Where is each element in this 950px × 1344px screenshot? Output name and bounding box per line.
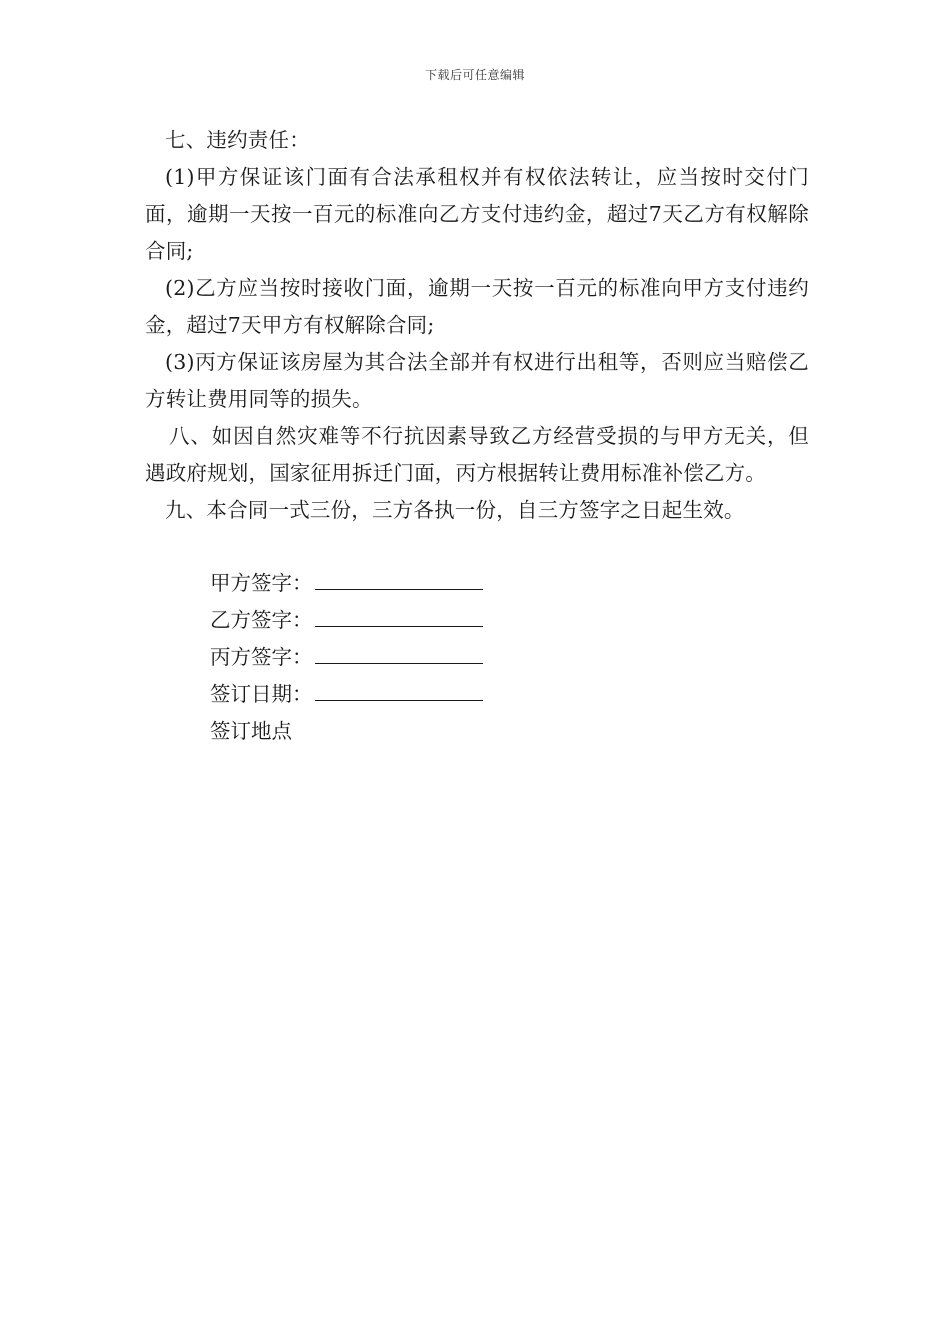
signature-party-a-label: 甲方签字： bbox=[210, 571, 313, 595]
section-9: 九、本合同一式三份，三方各执一份，自三方签字之日起生效。 bbox=[165, 498, 745, 522]
section-7-heading: 七、违约责任： bbox=[165, 128, 310, 152]
signature-date-line bbox=[315, 678, 483, 701]
page-header-note: 下载后可任意编辑 bbox=[424, 68, 525, 82]
clause-7-2: (2)乙方应当按时接收门面，逾期一天按一百元的标准向甲方支付违约金，超过7天甲方有权解除合同; bbox=[145, 276, 809, 337]
clause-7-1: (1)甲方保证该门面有合法承租权并有权依法转让，应当按时交付门面，逾期一天按一百元的标准向乙方支付违约金，超过7天乙方有权解除合同; bbox=[145, 165, 809, 263]
signature-date bbox=[210, 676, 483, 713]
signature-party-a-line bbox=[315, 567, 483, 590]
contract-body bbox=[145, 122, 809, 529]
signature-date-label: 签订日期： bbox=[210, 682, 313, 706]
signature-party-c-line bbox=[315, 641, 483, 664]
signature-place bbox=[210, 713, 292, 750]
section-8: 八、如因自然灾难等不行抗因素导致乙方经营受损的与甲方无关，但遇政府规划，国家征用拆迁门面，丙方根据转让费用标准补偿乙方。 bbox=[145, 424, 809, 485]
clause-7-3: (3)丙方保证该房屋为其合法全部并有权进行出租等，否则应当赔偿乙方转让费用同等的损失。 bbox=[145, 350, 809, 411]
signature-party-b-line bbox=[315, 604, 483, 627]
signature-party-a bbox=[210, 565, 483, 602]
signature-party-c bbox=[210, 639, 483, 676]
signature-place-label: 签订地点 bbox=[210, 719, 292, 743]
signature-party-b bbox=[210, 602, 483, 639]
signature-party-b-label: 乙方签字： bbox=[210, 608, 313, 632]
signature-party-c-label: 丙方签字： bbox=[210, 645, 313, 669]
